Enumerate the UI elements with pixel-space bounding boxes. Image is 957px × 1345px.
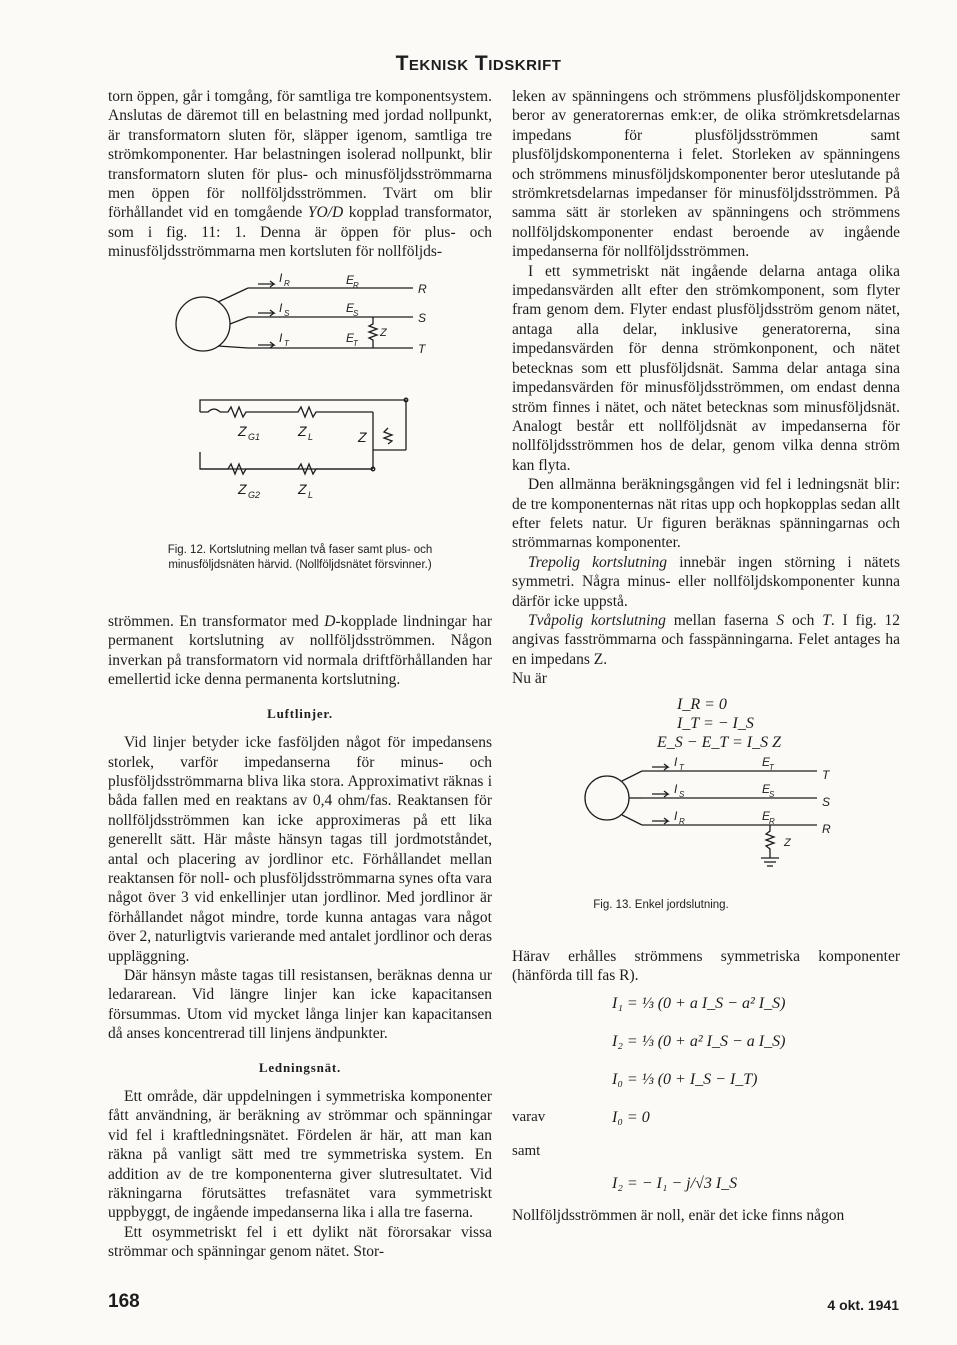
figure-13-caption: Fig. 13. Enkel jordslutning. [593,899,729,912]
svg-text:I: I [279,330,283,345]
svg-text:T: T [418,341,426,356]
varav-label: varav [512,1108,546,1125]
svg-text:S: S [679,789,685,799]
issue-date: 4 okt. 1941 [827,1297,899,1313]
svg-text:Z: Z [238,480,247,497]
paragraph: Trepolig kortslutning innebär ingen störning i nätets symmetri. Några minus- eller nollföljdskomponenter kunna därför icke uppstå. [512,553,900,610]
figure-13 [512,754,900,913]
svg-text:Z: Z [238,422,247,439]
paragraph: I ett symmetriskt nät ingående delarna antaga olika impedansvärden allt efter den strömkomponent, som flyter fram genom dem. Flyter endast plusföljdsström genom nätet, antaga alla delar, inklusive generatorerna, sina impedansvärden för denna strömkonponent, och nätet betecknas som ett plusföljdsnät. Samma delar antaga sina impedansvärden för minusföljdsströmmen, om endast denna ström finnes i nätet, och nätet betecknas som minusföljdsnät. Analogt består ett nollföljdsnät av impedanserna för nollföljdsströmmen hos de delar, genom vilka denna ström kan flyta. [512,262,900,474]
paragraph: Ett område, där uppdelningen i symmetriska komponenter fått användning, är beräkning av strömmar och spänningar vid fel i kraftledningsnätet. Fördelen är här, att man kan räkna på vanligt sätt med tre symmetriska system. En addition av de tre komponenterna giver slutresultatet. Vid räkningarna förutsättes trefasnätet vara symmetriskt uppbyggt, de ingående impedanserna lika i alla tre faserna. [108,1088,492,1222]
earth-fault-impedance [766,825,774,858]
nu-ar-label: Nu är [512,670,547,688]
svg-text:I: I [674,754,678,769]
svg-text:S: S [418,310,427,325]
svg-text:R: R [418,281,427,296]
svg-text:T: T [769,762,774,772]
svg-text:S: S [822,794,831,809]
paragraph: Den allmänna beräkningsgången vid fel i ledningsnät blir: de tre komponenternas nät ritas upp och hopkopplas sedan allt efter felets natur. Ur figuren beräknas spänningarnas och strömmarnas komponenter. [512,476,900,552]
svg-text:T: T [353,338,358,348]
equation: E_S − E_T = I_S Z [657,734,781,752]
figure-12 [108,262,492,572]
samt-label: samt [512,1142,541,1159]
equation: I₁ = ⅓ (0 + a I_S − a² I_S) [612,994,786,1012]
svg-text:Z: Z [380,326,387,339]
svg-text:R: R [679,816,685,826]
svg-text:I: I [279,270,283,285]
paragraph: Där hänsyn måste tagas till resistansen, beräknas denna ur ledararean. Vid längre linjer kan icke kapacitansen försummas. Utom vid mycket långa linjer kan kapacitansen då anses koncentrerad till linjens ändpunkter. [108,966,492,1043]
svg-text:S: S [284,308,290,318]
equation: I₂ = ⅓ (0 + a² I_S − a I_S) [612,1032,786,1050]
svg-text:I: I [279,300,283,315]
generator-symbol [176,297,230,351]
svg-text:R: R [284,278,290,288]
fig13-schematic [512,754,900,893]
equation: I_R = 0 [677,695,727,713]
paragraph: Vid linjer betyder icke fasföljden något för impedansens storlek, varför impedanserna för minus- och plusföljdsströmmarna bliva lika stora. Approximativt räknas i båda fallen med en reaktans av 0,4 ohm/fas. Reaktansen för nollföljdsströmmen kan icke approximeras på ett lika generellt sätt. Här måste hänsyn tagas till jordmotståndet, antal och placering av jordlinor etc. Förhållandet mellan reaktansen för noll- och plusföljdsströmmarna synes ofta vara något över 3 vid enkellinjer utan jordlinor. Med jordlinor är förhållandet något mindre, torde kunna antagas vara något över 2, naturligtvis varierande med antalet jordlinor och deras uppläggning. [108,734,492,965]
figure-12-caption: Fig. 12. Kortslutning mellan två faser samt plus- och minusföljdsnäten härvid. (Nollföljdsnätet försvinner.) [167,544,433,571]
page-number: 168 [108,1291,140,1312]
equation-group-2 [512,992,900,1196]
svg-text:T: T [284,338,289,348]
svg-text:R: R [822,821,831,836]
paragraph: torn öppen, går i tomgång, för samtliga tre komponentsystem. Anslutas de däremot till en belastning med jordad nollpunkt, är transformatorn sluten för, släpper igenom, samtliga tre strömkomponenter. Har belastningen isolerad nollpunkt, blir transformatorn sluten för plus- och minusföljdsströmmarna men öppen för nollföljdsströmmen. Tvärt om blir förhållandet vid en tomgående YO/D kopplad transformator, som i fig. 11: 1. Denna är öppen för plus- och minusföljdsströmmarna men kortsluten för nollföljds- [108,88,492,261]
section-heading-ledningsnat: Ledningsnät. [258,1059,342,1075]
fault-impedance [369,317,377,348]
fig12-schematic [108,262,492,532]
svg-text:E: E [346,272,355,287]
svg-text:Z: Z [358,428,367,445]
svg-text:S: S [353,308,359,318]
svg-text:E: E [762,754,771,769]
svg-text:T: T [822,767,830,782]
svg-text:E: E [346,330,355,345]
svg-text:Z: Z [298,422,307,439]
svg-text:R: R [353,280,359,290]
svg-text:L: L [308,431,314,442]
svg-text:E: E [762,808,771,823]
svg-text:G2: G2 [248,489,261,500]
svg-text:G1: G1 [248,431,261,442]
right-column [512,87,900,1225]
minus-network [200,464,373,474]
plus-network [220,407,373,417]
paragraph: leken av spänningens och strömmens plusföljdskomponenter beror av generatorernas emk:er, de olika strömkretsdelarnas impedans för plusföljdsströmmen samt plusföljdskomponenterna i felet. Storleken av spänningens och strömmens minusföljdskomponenter beror uteslutande på strömkretsdelarnas impedanser för minusföljdsströmmen. På samma sätt är storleken av spänningens och strömmens nollföljdskomponenter endast beroende av ingående impedanserna för nollföljdsströmmen. [512,88,900,261]
svg-text:L: L [308,489,314,500]
paragraph: strömmen. En transformator med D-kopplade lindningar har permanent kortslutning av nollföljdsströmmen. Någon inverkan på transformatorn vid normala driftförhållanden har emellertid icke denna permanenta kortslutning. [108,613,492,689]
svg-text:R: R [769,816,775,826]
svg-text:E: E [762,781,771,796]
equation: I₀ = 0 [612,1108,650,1126]
paragraph: Ett osymmetriskt fel i ett dylikt nät förorsakar vissa strömmar och spänningar genom nätet. Stor- [108,1223,492,1261]
journal-masthead: Teknisk Tidskrift [395,52,562,75]
svg-text:Z: Z [298,480,307,497]
paragraph: Nollföljdsströmmen är noll, enär det icke finns någon [512,1206,845,1224]
svg-text:E: E [346,300,355,315]
svg-text:S: S [769,789,775,799]
svg-text:I: I [674,781,678,796]
equation-group-1 [657,695,900,753]
paragraph: Tvåpolig kortslutning mellan faserna S och T. I fig. 12 angivas fasströmmarna och fasspänningarna. Felet antages ha en impedans Z. [512,611,900,668]
equation: I₂ = − I₁ − j/√3 I_S [612,1174,738,1192]
equation: I_T = − I_S [677,715,754,732]
left-column [108,87,492,1262]
svg-text:I: I [674,808,678,823]
section-heading-luftlinjer: Luftlinjer. [267,705,333,721]
svg-text:T: T [679,762,684,772]
paragraph: Härav erhålles strömmens symmetriska komponenter (hänförda till fas R). [512,947,900,985]
equation: I₀ = ⅓ (0 + I_S − I_T) [612,1070,758,1088]
generator-symbol [585,776,629,820]
svg-text:Z: Z [784,836,791,849]
